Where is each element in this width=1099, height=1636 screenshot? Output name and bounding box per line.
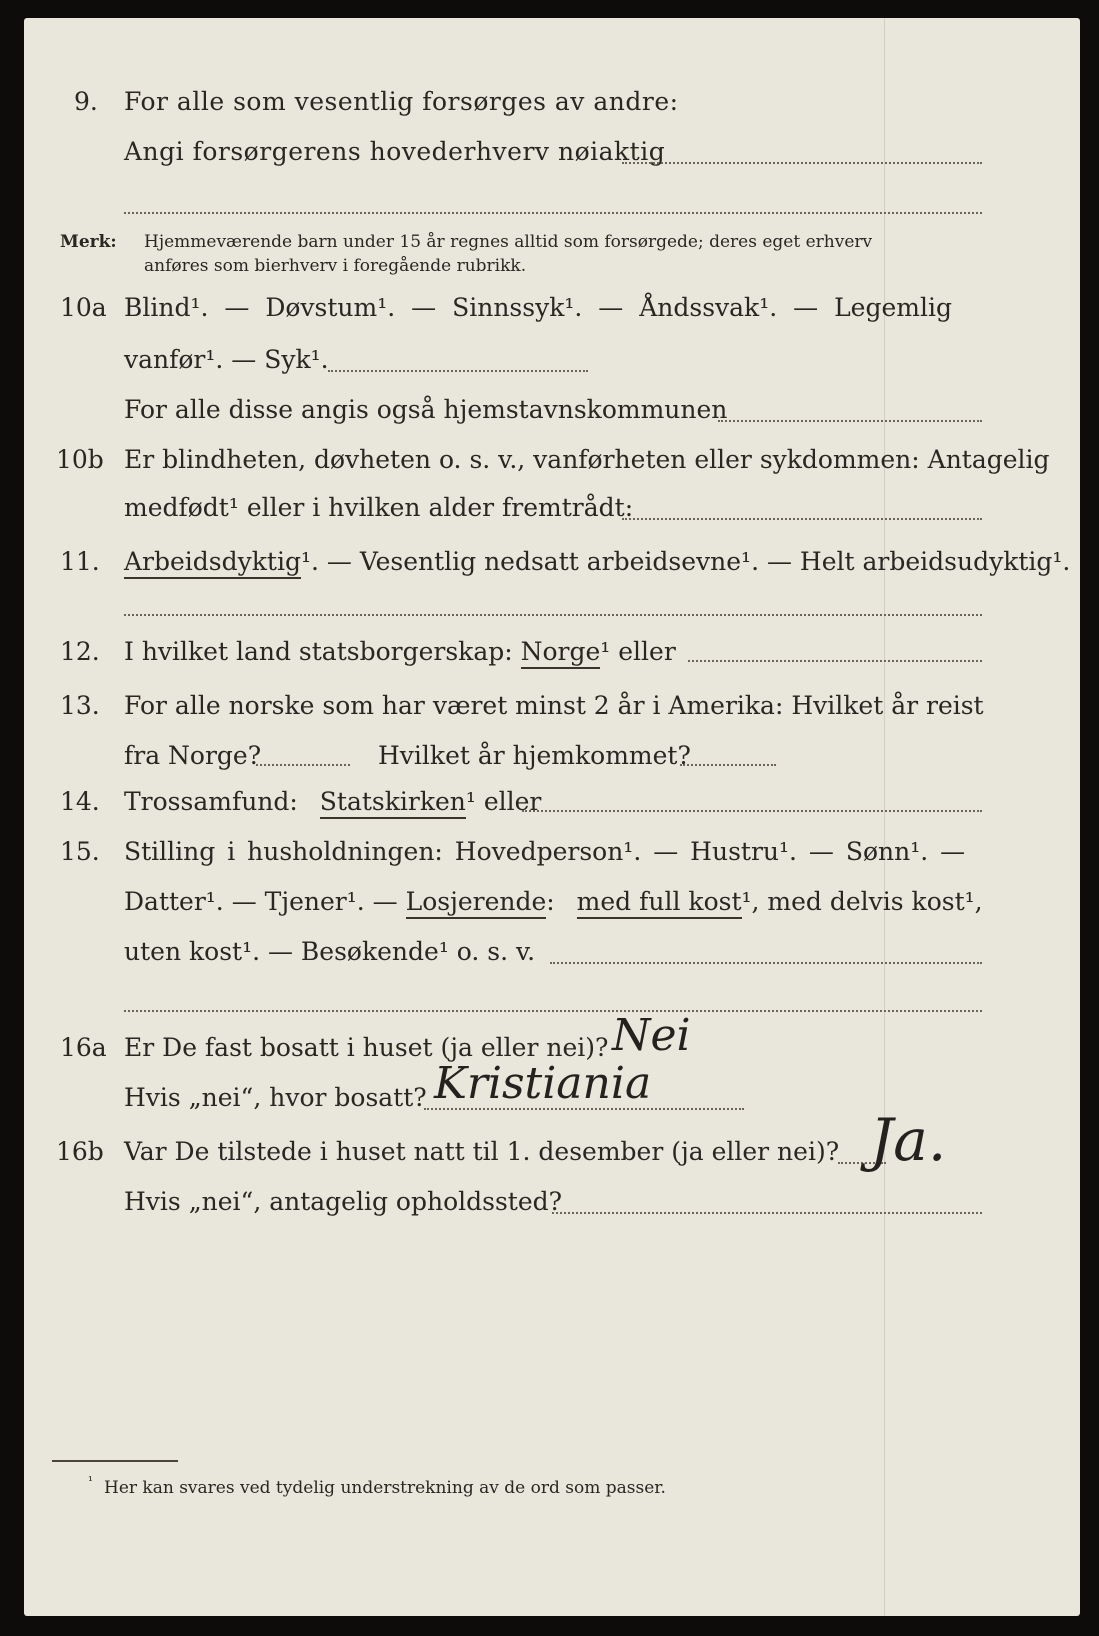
q13-line2b: Hvilket år hjemkommet? xyxy=(378,741,691,770)
q15-line2 xyxy=(124,886,983,918)
q14-answer-field[interactable] xyxy=(522,810,982,812)
q15-option-full-kost-underlined[interactable]: med full kost xyxy=(577,887,742,919)
q12-line xyxy=(124,636,676,668)
q11-option-able-underlined[interactable]: Arbeidsdyktig xyxy=(124,547,301,579)
merk-label: Merk: xyxy=(60,232,117,252)
q16b-whereabouts-field[interactable] xyxy=(552,1212,982,1214)
q12-pre: I hvilket land statsborgerskap: xyxy=(124,637,513,666)
merk-line2: anføres som bierhverv i foregående rubrikk. xyxy=(144,256,527,276)
q15-line2e: ¹, med delvis kost¹, xyxy=(741,887,983,916)
q9-line1: For alle som vesentlig forsørges av andre: xyxy=(124,87,679,116)
q10a-line2: vanfør¹. — Syk¹. xyxy=(124,345,329,374)
q11-answer-field[interactable] xyxy=(124,614,982,616)
q16b-handwritten-answer: Ja. xyxy=(870,1106,947,1174)
q10b-line1: Er blindheten, døvheten o. s. v., vanførheten eller sykdommen: Antagelig xyxy=(124,445,1050,474)
q15-answer-field[interactable] xyxy=(550,962,982,964)
q15-line1: Stilling i husholdningen: Hovedperson¹. — Hustru¹. — Sønn¹. — xyxy=(124,837,966,866)
q12-answer-field[interactable] xyxy=(688,660,982,662)
q16a-handwritten-residence: Kristiania xyxy=(434,1058,652,1109)
q15-answer-field-2[interactable] xyxy=(124,1010,982,1012)
q10b-answer-field[interactable] xyxy=(622,518,982,520)
q16a-number: 16a xyxy=(60,1033,107,1062)
q12-post: ¹ eller xyxy=(600,637,676,666)
column-rule xyxy=(884,18,885,1616)
q10a-home-municipality-field[interactable] xyxy=(718,420,982,422)
q9-number: 9. xyxy=(74,87,98,116)
q14-line xyxy=(124,786,541,818)
footnote-rule xyxy=(52,1460,178,1462)
q16a-line1: Er De fast bosatt i huset (ja eller nei)? xyxy=(124,1033,609,1062)
q9-answer-field-2[interactable] xyxy=(124,212,982,214)
q15-colon: : xyxy=(546,887,555,916)
q14-option-statskirken-underlined[interactable]: Statskirken xyxy=(320,787,466,819)
q13-line2a: fra Norge? xyxy=(124,741,262,770)
q16b-number: 16b xyxy=(56,1137,104,1166)
q9-answer-field[interactable] xyxy=(622,162,982,164)
q16a-handwritten-answer: Nei xyxy=(612,1010,691,1061)
q10b-line2: medfødt¹ eller i hvilken alder fremtrådt: xyxy=(124,493,634,522)
q10a-number: 10a xyxy=(60,293,107,322)
q14-pre: Trossamfund: xyxy=(124,787,298,816)
q15-line2a: Datter¹. — Tjener¹. — xyxy=(124,887,398,916)
q9-line2: Angi forsørgerens hovederhverv nøiaktig xyxy=(124,137,666,166)
q13-return-year-field[interactable] xyxy=(680,764,776,766)
q16a-line2: Hvis „nei“, hvor bosatt? xyxy=(124,1083,427,1112)
q11-line xyxy=(124,546,1070,578)
footnote-mark: ¹ xyxy=(88,1474,93,1488)
q13-departure-year-field[interactable] xyxy=(256,764,350,766)
q10a-line3: For alle disse angis også hjemstavnskommunen xyxy=(124,395,728,424)
q12-number: 12. xyxy=(60,637,100,666)
q15-option-losjerende-underlined[interactable]: Losjerende xyxy=(406,887,547,919)
q13-line1: For alle norske som har været minst 2 år i Amerika: Hvilket år reist xyxy=(124,691,984,720)
q15-number: 15. xyxy=(60,837,100,866)
footnote-text: Her kan svares ved tydelig understrekning av de ord som passer. xyxy=(104,1478,666,1498)
q16b-line2: Hvis „nei“, antagelig opholdssted? xyxy=(124,1187,563,1216)
q13-number: 13. xyxy=(60,691,100,720)
q12-option-norge-underlined[interactable]: Norge xyxy=(521,637,601,669)
q10a-answer-field[interactable] xyxy=(328,370,588,372)
q14-number: 14. xyxy=(60,787,100,816)
q14-post: ¹ eller xyxy=(465,787,542,816)
merk-line1: Hjemmeværende barn under 15 år regnes alltid som forsørgede; deres eget erhverv xyxy=(144,232,873,252)
q11-number: 11. xyxy=(60,547,100,576)
q10b-number: 10b xyxy=(56,445,104,474)
q11-rest: ¹. — Vesentlig nedsatt arbeidsevne¹. — Helt arbeidsudyktig¹. xyxy=(300,547,1071,576)
q16b-line1: Var De tilstede i huset natt til 1. desember (ja eller nei)? xyxy=(124,1137,840,1166)
q15-line3: uten kost¹. — Besøkende¹ o. s. v. xyxy=(124,937,536,966)
q10a-line1: Blind¹. — Døvstum¹. — Sinnssyk¹. — Åndssvak¹. — Legemlig xyxy=(124,293,952,322)
